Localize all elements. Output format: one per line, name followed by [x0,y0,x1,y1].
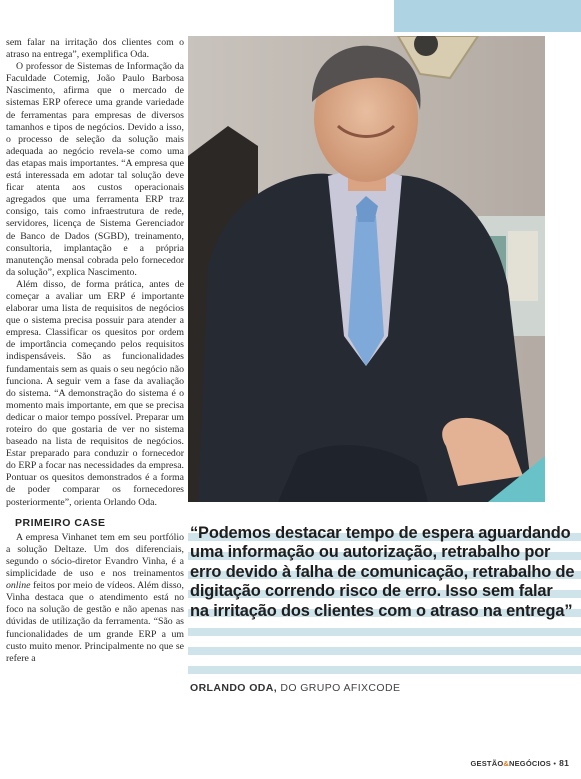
section-heading: PRIMEIRO CASE [15,516,106,529]
header-accent-bar [394,0,581,32]
magazine-name-ampersand: & [503,759,509,768]
paragraph: O professor de Sistemas de Informação da Faculdade Cotemig, João Paulo Barbosa Nascimento, afirma que o mercado de sistemas ERP oferece uma grande variedade de ferramentas para empresas de diversos tamanhos e tipos de negócios. Devido a isso, o processo de seleção da solução mais adequada ao negócio revela-se como uma das etapas mais importantes. “A empresa que está interessada em adotar tal solução deve ficar atenta aos custos operacionais agregados que uma ferramenta ERP traz consigo, tais como infraestrutura de rede, servidores, licença de Sistema Gerenciador de Banco de Dados (SGBD), treinamento, consultoria, implantação e a própria manutenção mensal cobrada pelo fornecedor da solução”, explica Nascimento. [6,61,184,278]
portrait-photo [188,36,545,502]
article-column [6,37,184,665]
paragraph-text: A empresa Vinhanet tem em seu portfólio a solução Deltaze. Um dos diferenciais, segundo o sócio-diretor Evandro Vinha, é a simplicidade de uso e nos treinamentos [6,531,184,580]
paragraph [6,532,184,665]
magazine-name: GESTÃO [470,759,504,768]
paragraph-text: feitos por meio de vídeos. Além disso, Vinha destaca que o atendimento está no foco na solução de gestão e não apenas nas dúvidas de utilização da ferramenta. “São as funcionalidades de um grande ERP a um custo muito menor. Principalmente no que se refere a [6,580,184,664]
portrait-illustration [188,36,545,502]
quote-credit [190,682,570,694]
bullet-separator: • [553,759,557,768]
paragraph-emphasis: online [6,580,31,592]
paragraph: Além disso, de forma prática, antes de começar a avaliar um ERP é importante elaborar uma lista de requisitos de negócios que o sistema precisa possuir para atender a empresa. Classificar os quesitos por ordem de importância começando pelos requisitos indispensáveis. São as funcionalidades fundamentais sem as quais o seu negócio não funciona. A seguir vem a fase da avaliação do sistema. “A demonstração do sistema é o momento mais importante, em que se precisa dedicar o maior tempo possível. Preparar um roteiro do que gostaria de ver no sistema baseado na lista de requisitos de negócios. Estar preparado para conduzir o fornecedor do ERP a focar nas necessidades da empresa. Pontuar os quesitos demonstrados é a forma de poder comparar os fornecedores posteriormente”, orienta Orlando Oda. [6,278,184,508]
page-number: 81 [559,758,569,768]
pull-quote: “Podemos destacar tempo de espera aguardando uma informação ou autorização, retrabalho por erro devido à falha de comunicação, retrabalho de digitação correndo risco de erro. Isso sem falar na irritação dos clientes com o atraso na entrega” [190,524,575,620]
quote-affiliation: DO GRUPO AFIXCODE [277,682,401,694]
paragraph: sem falar na irritação dos clientes com o atraso na entrega”, exemplifica Oda. [6,37,184,61]
magazine-name: NEGÓCIOS [508,759,552,768]
page-footer [470,758,569,768]
quote-author: ORLANDO ODA, [190,682,278,694]
